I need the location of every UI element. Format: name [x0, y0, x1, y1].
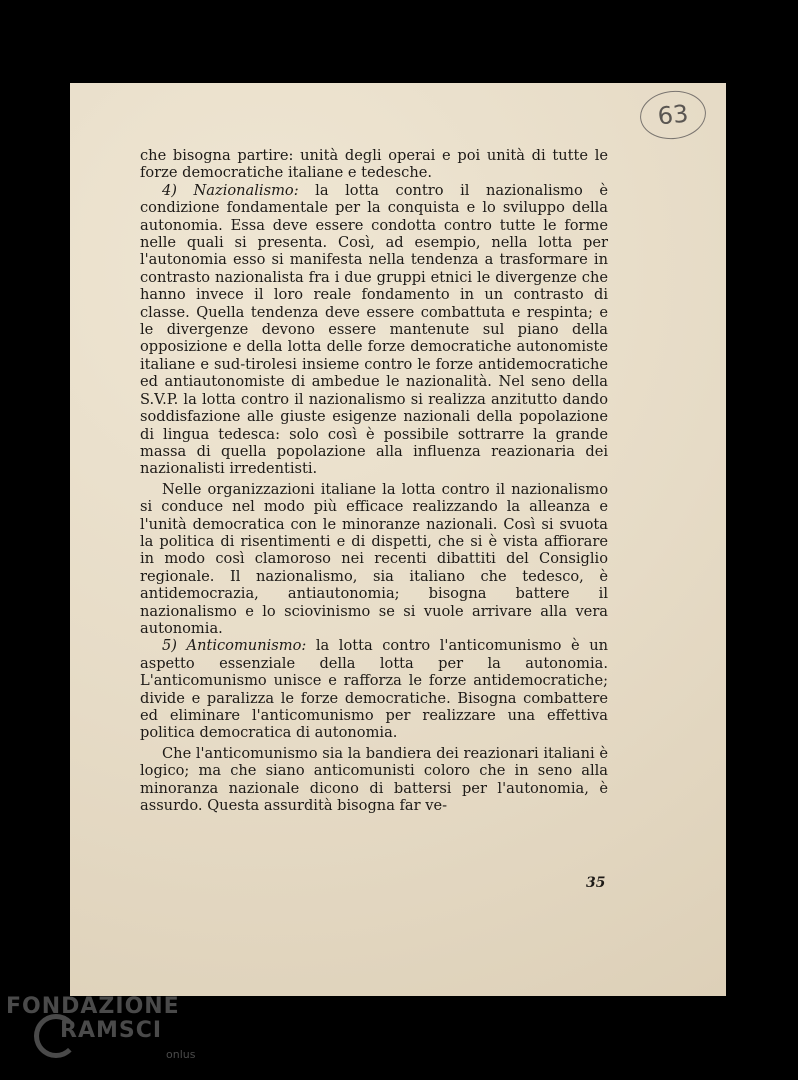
paragraph-5: Che l'anticomunismo sia la bandiera dei reazionari italiani è logico; ma che siano anticomunisti coloro che in seno alla minoranza nazionale dicono di battersi per l'autonomia, è assurdo. Questa assurdità bisogna far ve-	[140, 744, 608, 815]
paragraph-2-text: la lotta contro il nazionalismo è condizione fondamentale per la conquista e lo sviluppo della autonomia. Essa deve essere condotta contro tutte le forme nelle quali si presenta. Così, ad esempio, nella lotta per l'autonomia esso si manifesta nella tendenza a trasformare in contrasto nazionalista fra i due gruppi etnici le divergenze che hanno invece il loro reale fondamento in un contrasto di classe. Quella tendenza deve essere combattuta e respinta; e le divergenze devono essere mantenute sul piano della opposizione e della lotta delle forze democratiche autonomiste italiane e sud-tirolesi insieme contro le forze antidemocratiche ed antiautonomiste di ambedue le nazionalità. Nel seno della S.V.P. la lotta contro il nazionalismo si realizza anzitutto dando soddisfazione alle giuste esigenze nazionali della popolazione di lingua tedesca: solo così è possibile sottrarre la grande massa di quella popolazione alla influenza reazionaria dei nazionalisti irredentisti.	[140, 181, 608, 478]
page-number: 35	[586, 875, 606, 891]
paragraph-4	[140, 637, 608, 741]
paragraph-2	[140, 182, 608, 478]
watermark-line2: RAMSCI	[60, 1018, 163, 1043]
watermark-line1: FONDAZIONE	[6, 994, 180, 1019]
paragraph-4-text: la lotta contro l'anticomunismo è un aspetto essenziale della lotta per la autonomia. L'anticomunismo unisce e rafforza le forze antidemocratiche; divide e paralizza le forze democratiche. Bisogna combattere ed eliminare l'anticomunismo per realizzare una effettiva politica democratica di autonomia.	[140, 637, 608, 742]
body-text	[140, 147, 608, 814]
paragraph-3: Nelle organizzazioni italiane la lotta contro il nazionalismo si conduce nel modo più efficace realizzando la alleanza e l'unità democratica con le minoranze nazionali. Così si svuota la politica di risentimenti e di dispetti, che si è vista affiorare in modo così clamoroso nei recenti dibattiti del Consiglio regionale. Il nazionalismo, sia italiano che tedesco, è antidemocrazia, antiautonomia; bisogna battere il nazionalismo e lo sciovinismo se si vuole arrivare alla vera autonomia.	[140, 480, 608, 637]
paragraph-1: che bisogna partire: unità degli operai e poi unità di tutte le forze democratiche italiane e tedesche.	[140, 147, 608, 182]
archive-page-number: 63	[638, 88, 709, 143]
document-page	[70, 83, 726, 996]
section-heading-anticomunismo: 5) Anticomunismo:	[162, 637, 307, 655]
fondazione-gramsci-watermark	[6, 994, 206, 1070]
section-heading-nazionalismo: 4) Nazionalismo:	[162, 181, 299, 199]
watermark-onlus: onlus	[166, 1048, 196, 1061]
